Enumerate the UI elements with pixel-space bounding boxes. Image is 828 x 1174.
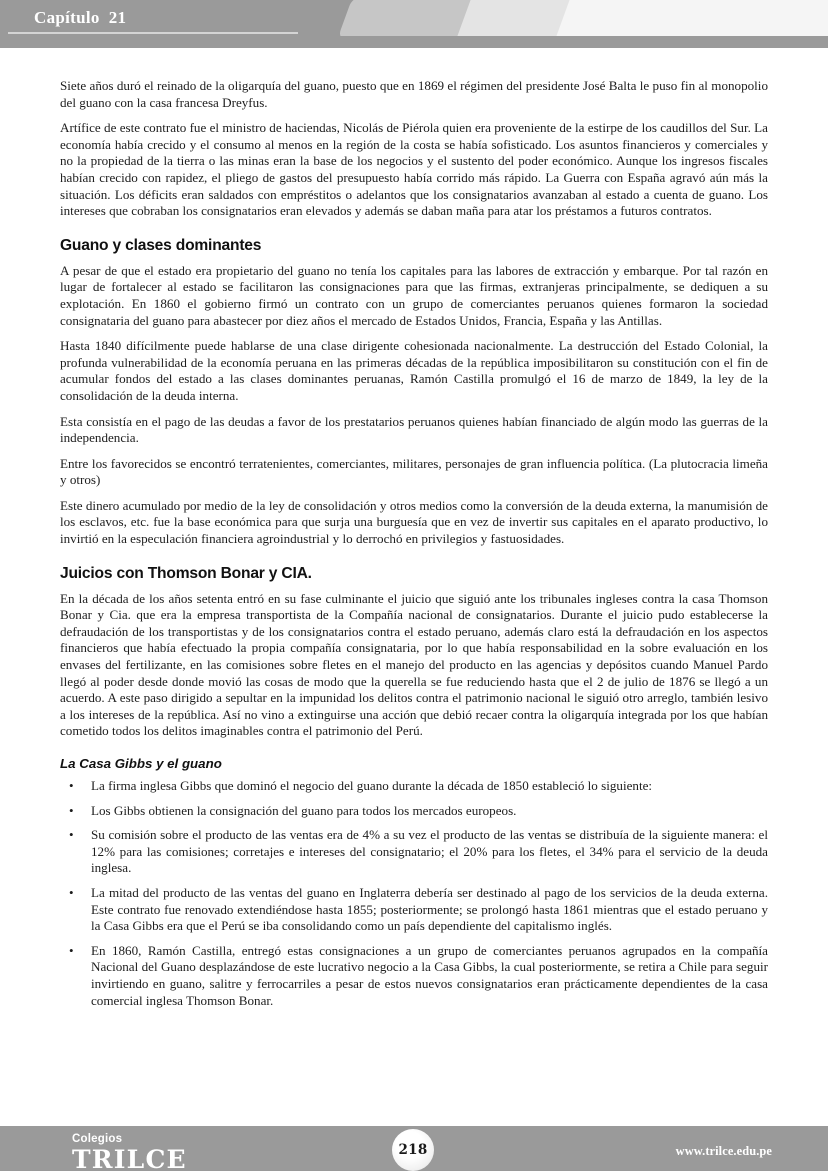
list-item-text: Su comisión sobre el producto de las ventas era de 4% a su vez el producto de las ventas se distribuía de la siguiente manera: el 12% para las comisiones; corretajes e intereses del consignatario; el 20% para los fletes, el 34% para el servicio de la deuda inglesa. xyxy=(91,827,768,876)
header-bottom-bar xyxy=(0,36,828,48)
section-heading-guano: Guano y clases dominantes xyxy=(60,236,262,254)
chapter-title xyxy=(34,8,126,28)
paragraph: Artífice de este contrato fue el ministro de haciendas, Nicolás de Piérola quien era proveniente de la estirpe de los caudillos del Sur. La economía había crecido y el consumo al menos en la región de la costa se había sofisticado. Los asuntos financieros y comerciales y no la propiedad de la tierra o las minas eran la base de los negocios y el sustento del poder económico. Aunque los ingresos fiscales habían crecido con rapidez, el pliego de gastos del presupuesto había corrido más rápido. La Guerra con España agravó aún más la situación. Los déficits eran saldados con empréstitos o adelantos que los consignatarios avanzaban al estado a cuenta de guano. Los intereses que cobraban los consignatarios eran elevados y además se daban maña para atar los préstamos a futuros contratos. xyxy=(60,120,768,219)
page-number: 218 xyxy=(398,1142,428,1158)
bullet-icon: • xyxy=(69,942,74,958)
paragraph: Entre los favorecidos se encontró terratenientes, comerciantes, militares, personajes de gran influencia política. (La plutocracia limeña y otros) xyxy=(60,455,768,488)
section-heading-juicios: Juicios con Thomson Bonar y CIA. xyxy=(60,564,312,582)
bullet-icon: • xyxy=(69,827,74,843)
list-item-text: La firma inglesa Gibbs que dominó el negocio del guano durante la década de 1850 estableció lo siguiente: xyxy=(91,778,653,793)
page-number-badge xyxy=(392,1129,434,1171)
bullet-icon: • xyxy=(69,884,74,900)
list-item-text: Los Gibbs obtienen la consignación del guano para todos los mercados europeos. xyxy=(91,802,517,818)
bullet-list-casa-gibbs xyxy=(60,778,768,1009)
bullet-icon: • xyxy=(69,802,74,818)
bullet-icon: • xyxy=(69,778,74,793)
list-item-text: En 1860, Ramón Castilla, entregó estas consignaciones a un grupo de comerciantes peruanos agrupados en la compañía Nacional del Guano desplazándose de este lucrativo negocio a la Casa Gibbs, la cual posteriormente, se retira a Chile para seguir invirtiendo en guano, salitre y ferrocarriles a pesar de estos nuevos consignatarios eran prácticamente dependientes de la casa comercial inglesa Thomson Bonar. xyxy=(91,942,768,1008)
paragraph: Siete años duró el reinado de la oligarquía del guano, puesto que en 1869 el régimen del presidente José Balta le puso fin al monopolio del guano con la casa francesa Dreyfus. xyxy=(60,78,768,110)
paragraph: Esta consistía en el pago de las deudas a favor de los prestatarios peruanos quienes habían financiado de algún modo las guerras de la independencia. xyxy=(60,413,768,446)
list-item xyxy=(60,943,768,1009)
list-item xyxy=(60,778,768,795)
paragraph: A pesar de que el estado era propietario del guano no tenía los capitales para las labores de extracción y embarque. Por tal razón en lugar de fortalecer al estado se facilitaron las consignaciones para que las firmas, extranjeras principalmente, se dediquen a su explotación. En 1860 el gobierno firmó un contrato con un grupo de comerciantes peruanos quienes formaron la sociedad consignataria del guano para abastecer por diez años el mercado de Estados Unidos, Francia, España y las Antillas. xyxy=(60,262,768,328)
header-band-medium xyxy=(337,0,473,40)
paragraph: Este dinero acumulado por medio de la ley de consolidación y otros medios como la conversión de la deuda externa, la manumisión de los esclavos, etc. fue la base económica para que surja una burguesía que en vez de invertir sus capitales en el aparato productivo, lo invirtió en la especulación financiera agroindustrial y lo derrochó en privilegios y fastuosidades. xyxy=(60,497,768,547)
paragraph: En la década de los años setenta entró en su fase culminante el juicio que siguió ante los tribunales ingleses contra la casa Thomson Bonar y Cia. que era la empresa transportista de la Compañía nacional de consignatarios. Durante el juicio pudo establecerse la defraudación de los transportistas y de los consignatarios contra el estado peruano, además claro está la defraudación en los aspectos financieros que había efectuado la propia compañía consignataria, por lo que había responsabilidad en la sobre evaluación en los envases del fertilizante, en las comisiones sobre fletes en el manejo del producto en las agencias y depósitos cuando Manuel Pardo llegó al poder desde donde movió las cosas de modo que la querella se fue reduciendo hasta que el 2 de julio de 1876 se llegó a un acuerdo. A este paso dirigido a sepultar en la impunidad los delitos contra el patrimonio nacional le siguió otro arreglo, también lesivo a los intereses de la república. Así no vino a extinguirse una acción que debió recaer contra la oligarquía integrada por los que habían cometido todos los delitos imaginables contra el patrimonio del Perú. xyxy=(60,590,768,739)
header-band-light xyxy=(456,0,572,40)
list-item xyxy=(60,803,768,820)
trilce-logo xyxy=(72,1134,187,1172)
header-band-lightest xyxy=(555,0,828,40)
page-footer xyxy=(0,1118,828,1174)
paragraph: Hasta 1840 difícilmente puede hablarse de una clase dirigente cohesionada nacionalmente. La destrucción del Estado Colonial, la profunda vulnerabilidad de la economía peruana en las primeras décadas de la república imposibilitaron su constitución con el fin de acumular fondos del estado a las clases dominantes peruanas, Ramón Castilla promulgó el 16 de marzo de 1849, la ley de la consolidación de la deuda interna. xyxy=(60,338,768,403)
list-item-text: La mitad del producto de las ventas del guano en Inglaterra debería ser destinado al pago de los servicios de la deuda externa. Este contrato fue renovado extendiéndose hasta 1855; posteriormente; se prolongó hasta 1861 mientras que el estado peruano y la Casa Gibbs era que el Perú se iba consolidando como un país dependiente del capitalismo inglés. xyxy=(91,884,768,934)
page-content xyxy=(60,78,768,1017)
subsection-heading-casa-gibbs: La Casa Gibbs y el guano xyxy=(60,756,222,771)
page-header xyxy=(0,0,828,50)
logo-top-text: Colegios xyxy=(72,1133,123,1145)
chapter-number: 21 xyxy=(108,8,127,27)
list-item xyxy=(60,827,768,877)
chapter-label: Capítulo xyxy=(34,8,100,27)
logo-main-text: TRILCE xyxy=(72,1144,187,1174)
list-item xyxy=(60,885,768,935)
website-url: www.trilce.edu.pe xyxy=(675,1144,772,1158)
header-underline-rule xyxy=(8,32,298,34)
